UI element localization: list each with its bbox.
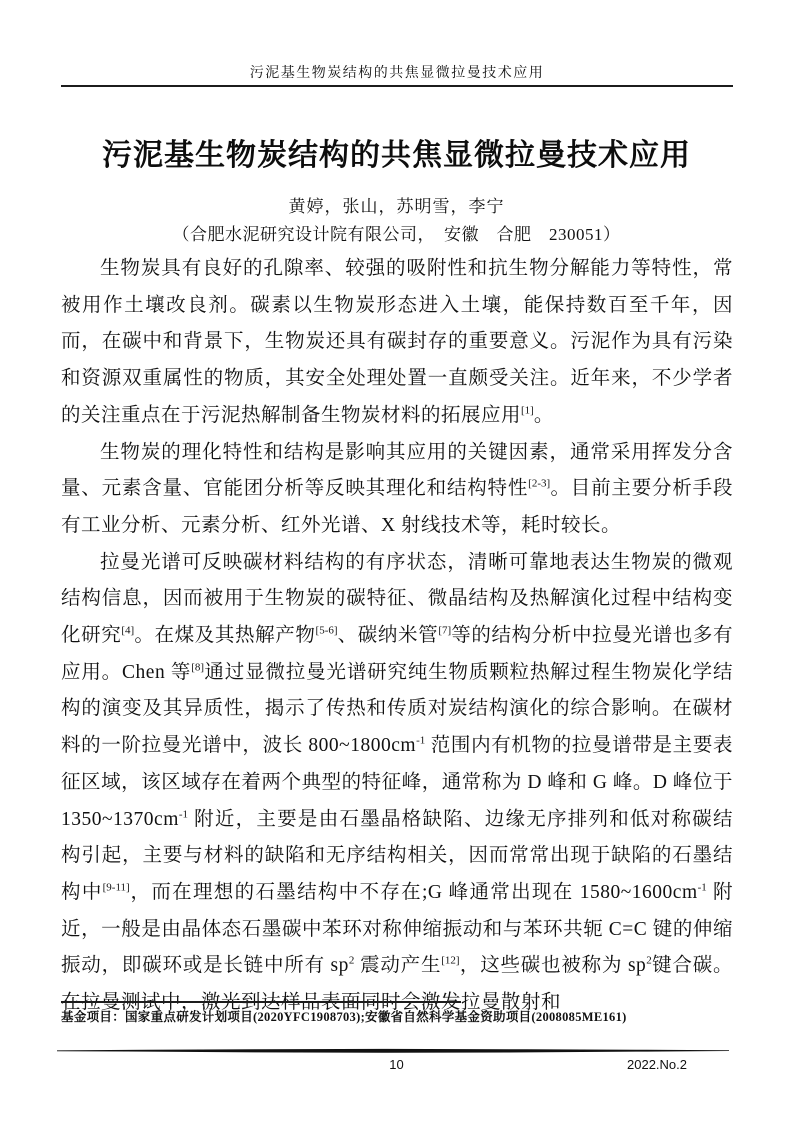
superscript-reference: 2 xyxy=(348,954,355,967)
authors-line: 黄婷，张山，苏明雪，李宁 xyxy=(288,197,505,216)
body-paragraph: 生物炭的理化特性和结构是影响其应用的关键因素，通常采用挥发分含量、元素含量、官能团分析等反映其理化和结构特性[2-3]。目前主要分析手段有工业分析、元素分析、红外光谱、X 射线技术等，耗时较长。 xyxy=(61,441,733,536)
header-rule xyxy=(61,85,733,87)
funding-footnote: 基金项目：国家重点研发计划项目(2020YFC1908703);安徽省自然科学基金资助项目(2008085ME161) xyxy=(61,1010,627,1024)
page-title: 污泥基生物炭结构的共焦显微拉曼技术应用 xyxy=(102,139,691,172)
running-head: 污泥基生物炭结构的共焦显微拉曼技术应用 xyxy=(249,66,545,81)
superscript-reference: [12] xyxy=(441,954,460,967)
superscript-reference: -1 xyxy=(416,734,426,747)
superscript-reference: [1] xyxy=(521,404,534,417)
superscript-reference: [7] xyxy=(438,624,452,637)
superscript-reference: -1 xyxy=(697,881,707,894)
superscript-reference: [2-3] xyxy=(528,477,551,490)
superscript-reference: [5-6] xyxy=(315,624,338,637)
superscript-reference: 2 xyxy=(646,954,652,967)
superscript-reference: -1 xyxy=(178,808,189,821)
affiliation-line: （合肥水泥研究设计院有限公司， 安徽 合肥 230051） xyxy=(172,225,621,244)
page-number: 10 xyxy=(389,1057,404,1072)
article-body xyxy=(61,251,733,1022)
superscript-reference: [8] xyxy=(191,661,205,674)
issue-label: 2022.No.2 xyxy=(627,1057,687,1072)
footnote-rule xyxy=(61,1001,461,1003)
superscript-reference: [4] xyxy=(121,624,135,637)
body-paragraph: 拉曼光谱可反映碳材料结构的有序状态，清晰可靠地表达生物炭的微观结构信息，因而被用于生物炭的碳特征、微晶结构及热解演化过程中结构变化研究[4]。在煤及其热解产物[5-6]、碳纳米管[7]等的结构分析中拉曼光谱也多有应用。Chen 等[8]通过显微拉曼光谱研究纯生物质颗粒热解过程生物炭化学结构的演变及其异质性，揭示了传热和传质对炭结构演化的综合影响。在碳材料的一阶拉曼光谱中，波长 $800\sim 1800cm^{-1}$ 范围内有机物的拉曼谱带是主要表征区域，该区域存在着两个典型的特征峰，通常称为 D 峰和 G 峰。D 峰位于 $1350\sim 1370cm^{-1}$ 附近，主要是由石墨晶格缺陷、边缘无序排列和低对称碳结构引起，主要与材料的缺陷和无序结构相关，因而常常出现于缺陷的石墨结构中[9-11]，而在理想的石墨结构中不存在;G 峰通常出现在 $1580\sim 1600cm^{-1}$ 附近，一般是由晶体态石墨碳中苯环对称伸缩振动和与苯环共轭 C=C 键的伸缩振动，即碳环或是长链中所有 $sp^2$ 震动产生[12]，这些碳也被称为 $sp^2$键合碳。在拉曼测试中，激光到达样品表面同时会激发拉曼散射和 xyxy=(61,551,733,1014)
superscript-reference: [9-11] xyxy=(102,881,130,894)
footer-rule xyxy=(57,1048,729,1054)
body-paragraph: 生物炭具有良好的孔隙率、较强的吸附性和抗生物分解能力等特性，常被用作土壤改良剂。碳素以生物炭形态进入土壤，能保持数百至千年，因而，在碳中和背景下，生物炭还具有碳封存的重要意义。污泥作为具有污染和资源双重属性的物质，其安全处理处置一直颇受关注。近年来，不少学者的关注重点在于污泥热解制备生物炭材料的拓展应用[1]。 xyxy=(61,258,733,426)
